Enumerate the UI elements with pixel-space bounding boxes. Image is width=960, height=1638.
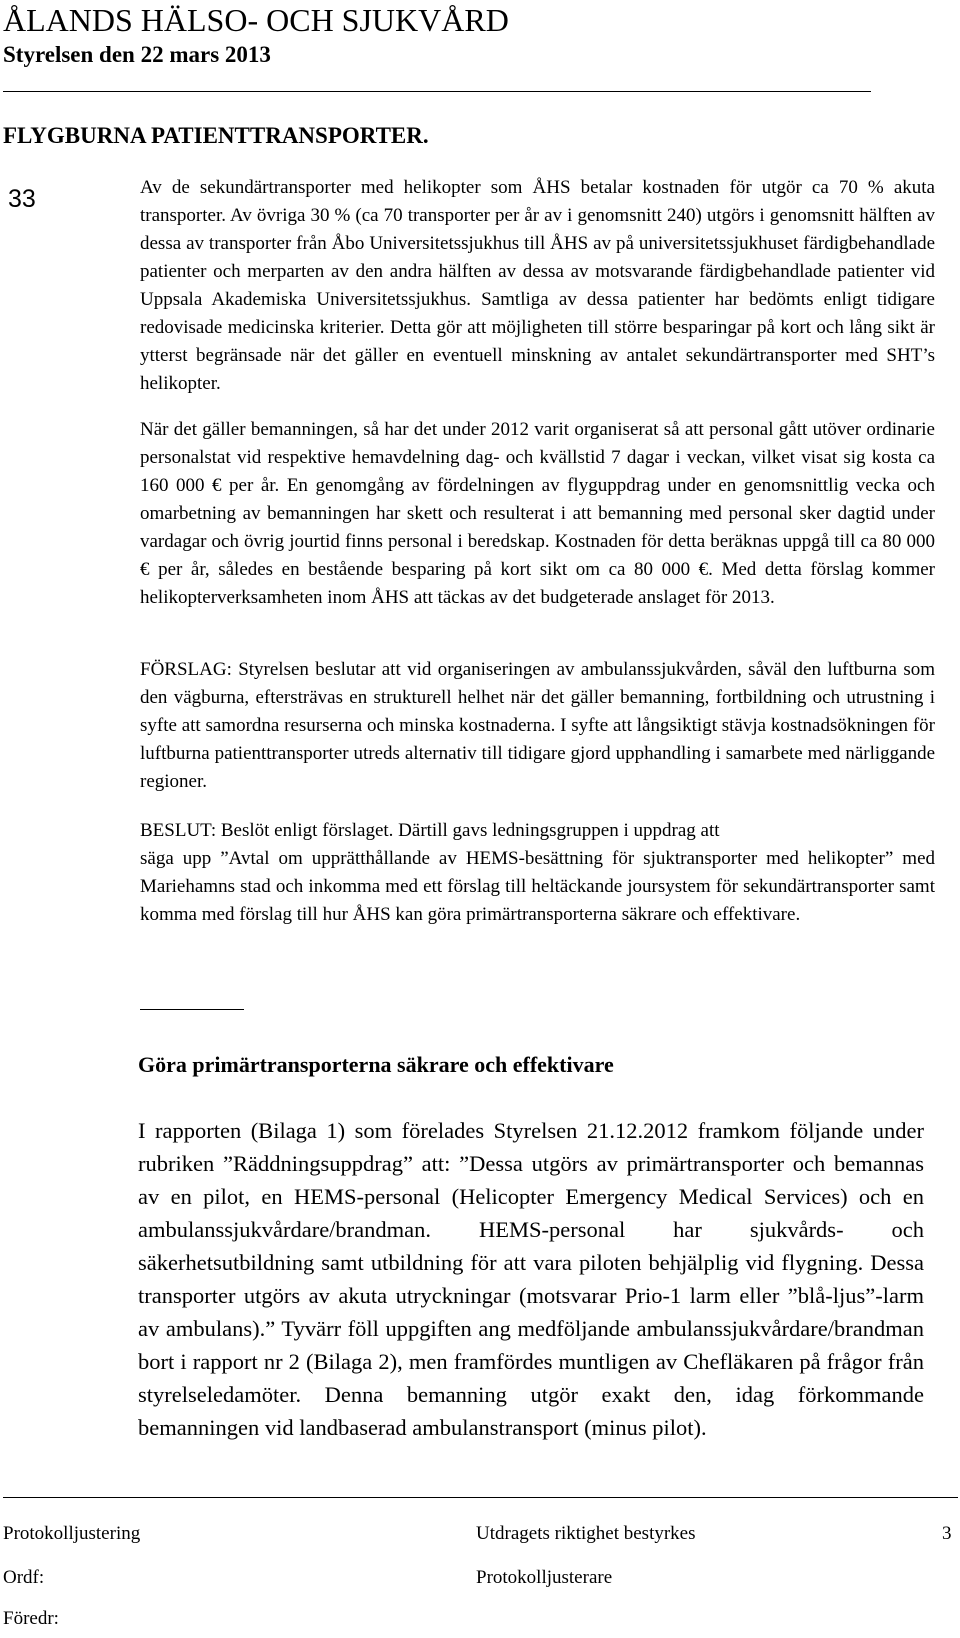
quote-text: I rapporten (Bilaga 1) som förelades Styrelsen 21.12.2012 framkom följande under rubriken ”Räddningsuppdrag” att: ”Dessa utgörs av primärtransporter och bemannas av en pilot, en HEMS-personal (Helicopter Emergency Medical Services) och en ambulanssjukvårdare/brandman. HEMS-personal har sjukvårds- och säkerhetsutbildning samt utbildning för att vara piloten behjälplig vid flygning. Dessa transporter utgörs av akuta utryckningar (motsvarar Prio-1 larm eller ”blå-ljus”-larm av ambulans).” Tyvärr föll uppgiften ang medföljande ambulanssjukvårdare/brandman bort i rapport nr 2 (Bilaga 2), men framfördes muntligen av Chefläkaren på frågor från styrelseledamöter. Denna bemanning utgör exakt den, idag förkommande bemanningen vid landbaserad ambulanstransport (minus pilot).: [138, 1118, 924, 1440]
footer-protokolljusterare: Protokolljusterare: [476, 1567, 613, 1588]
paragraph-1: [140, 174, 935, 398]
footer-foredr: Föredr:: [3, 1608, 59, 1629]
short-divider: [140, 1009, 244, 1010]
footer-certification: Utdragets riktighet bestyrkes: [476, 1523, 696, 1544]
paragraph-1-text: Av de sekundärtransporter med helikopter som ÅHS betalar kostnaden för utgör ca 70 % akuta transporter. Av övriga 30 % (ca 70 transporter per år av i genomsnitt 240) utgörs i genomsnitt hälften av dessa av transporter från Åbo Universitetssjukhus till ÅHS av på universitetssjukhuset färdigbehandlade patienter och merparten av den andra hälften av dessa av motsvarande färdigbehandlade patienter vid Uppsala Akademiska Universitetssjukhus. Samtliga av dessa patienter har bedömts enligt tidigare redovisade medicinska kriterier. Detta gör att möjligheten till större besparingar på kort och lång sikt är ytterst begränsade när det gäller en eventuell minskning av antalet sekundärtransporter med SHT’s helikopter.: [140, 177, 935, 394]
decision-line-1: BESLUT: Beslöt enligt förslaget. Därtill gavs ledningsgruppen i uppdrag att: [140, 820, 720, 841]
paragraph-2: [140, 416, 935, 612]
item-number: 33: [8, 185, 36, 213]
decision-text: säga upp ”Avtal om upprätthållande av HEMS-besättning för sjuktransporter med helikopter” med Mariehamns stad och inkomma med ett förslag till heltäckande joursystem för sekundärtransporter samt komma med förslag till hur ÅHS kan göra primärtransporterna säkrare och effektivare.: [140, 848, 935, 925]
footer-protokolljustering: Protokolljustering: [3, 1523, 141, 1544]
decision-paragraph: [140, 817, 935, 929]
subheading: Göra primärtransporterna säkrare och effektivare: [138, 1052, 614, 1077]
section-title: FLYGBURNA PATIENTTRANSPORTER.: [3, 123, 429, 148]
footer-divider: [3, 1497, 958, 1498]
paragraph-2-text: När det gäller bemanningen, så har det under 2012 varit organiserat så att personal gått utöver ordinarie personalstat vid respektive hemavdelning dag- och kvällstid 7 dagar i veckan, vilket visat sig kosta ca 160 000 € per år. En genomgång av fördelningen av flyguppdrag under en genomsnittlig vecka och omarbetning av bemanningen har skett och resulterat i att bemanning med personal sker dagtid under vardagar och övrig jourtid finns personal i beredskap. Kostnaden för detta beräknas uppgå till ca 80 000 € per år, således en bestående besparing på kort sikt om ca 80 000 €. Med detta förslag kommer helikopterverksamheten inom ÅHS att täckas av det budgeterade anslaget för 2013.: [140, 419, 935, 608]
board-meeting-date: Styrelsen den 22 mars 2013: [3, 42, 271, 67]
quote-paragraph: [138, 1114, 924, 1444]
page-number: 3: [942, 1523, 952, 1544]
proposal-paragraph: [140, 656, 935, 796]
header-divider: [3, 91, 871, 92]
footer-ordf: Ordf:: [3, 1567, 45, 1588]
organization-title: ÅLANDS HÄLSO- OCH SJUKVÅRD: [3, 2, 509, 38]
proposal-text: FÖRSLAG: Styrelsen beslutar att vid organiseringen av ambulanssjukvården, såväl den luftburna som den vägburna, eftersträvas en strukturell helhet när det gäller bemanning, fortbildning och utrustning i syfte att samordna resurserna och minska kostnaderna. I syfte att långsiktigt stävja kostnadsökningen för luftburna patienttransporter utreds alternativ till tidigare gjord upphandling i samarbete med närliggande regioner.: [140, 659, 935, 792]
